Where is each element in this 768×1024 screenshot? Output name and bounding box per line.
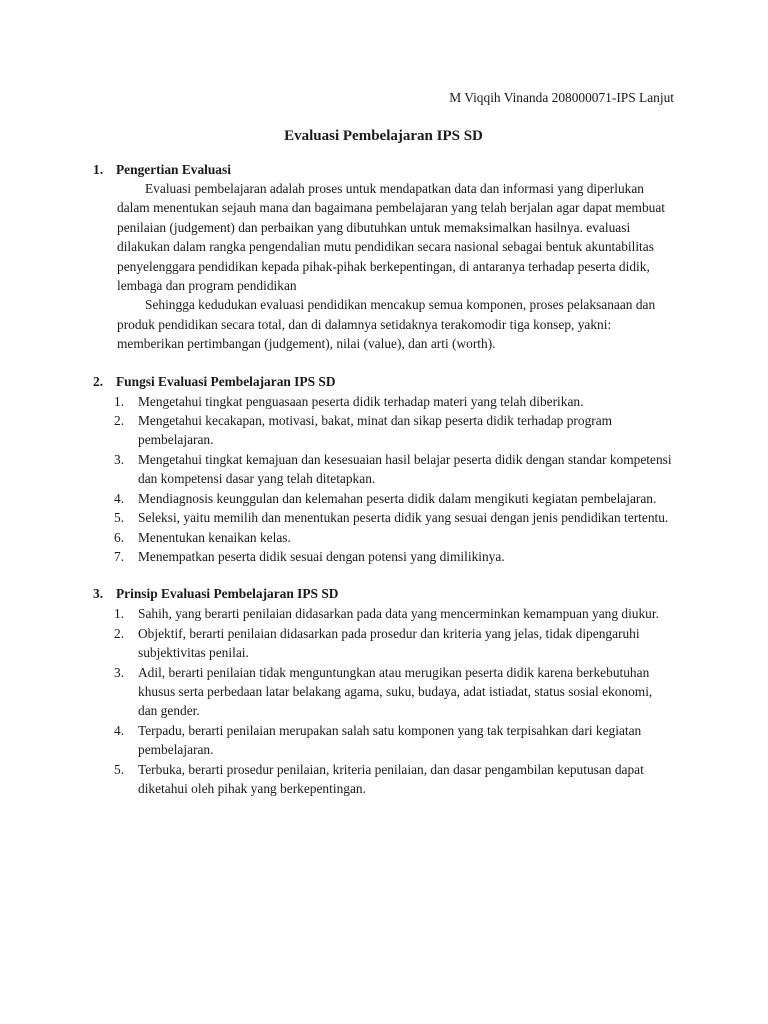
list-item-text: Objektif, berarti penilaian didasarkan pada prosedur dan kriteria yang jelas, tidak dipengaruhi subjektivitas penilai.: [138, 625, 640, 661]
section-title: Fungsi Evaluasi Pembelajaran IPS SD: [116, 373, 336, 389]
list-item: [114, 489, 674, 508]
list-item-number: 2.: [114, 413, 125, 429]
section-number: 3.: [93, 586, 104, 602]
list-item-text: Adil, berarti penilaian tidak menguntungkan atau merugikan peserta didik karena berkebutuhan khusus serta perbedaan latar belakang agama, suku, budaya, adat istiadat, status sosial ekonomi, dan gender.: [138, 664, 653, 719]
section-heading: [93, 584, 674, 603]
list-item: [114, 508, 674, 527]
list-item-number: 1.: [114, 393, 125, 409]
list-item: [114, 450, 674, 489]
section-title: Prinsip Evaluasi Pembelajaran IPS SD: [116, 586, 339, 602]
list-item: [114, 392, 674, 411]
numbered-list: [93, 604, 674, 798]
list-item-text: Mengetahui kecakapan, motivasi, bakat, minat dan sikap peserta didik terhadap program pembelajaran.: [138, 413, 613, 448]
paragraph: Evaluasi pembelajaran adalah proses untuk mendapatkan data dan informasi yang diperlukan dalam menentukan sejauh mana dan bagaimana pembelajaran yang telah berjalan agar dapat membuat penilaian (judgement) dan perbaikan yang dibutuhkan untuk memaksimalkan hasilnya. evaluasi dilakukan dalam rangka pengendalian mutu pendidikan secara nasional sebagai bentuk akuntabilitas penyelenggara pendidikan kepada pihak-pihak berkepentingan, di antaranya terhadap peserta didik, lembaga dan program pendidikan: [117, 181, 666, 294]
list-item: [114, 547, 674, 566]
section-prinsip-evaluasi: [93, 584, 674, 798]
list-item: [114, 528, 674, 547]
list-item: [114, 411, 674, 450]
section-title: Pengertian Evaluasi: [116, 162, 231, 177]
list-item: [114, 721, 674, 760]
paragraph: Sehingga kedudukan evaluasi pendidikan mencakup semua komponen, proses pelaksanaan dan produk pendidikan secara total, dan di dalamnya setidaknya terakomodir tiga konsep, yakni: memberikan pertimbangan (judgement), nilai (value), dan arti (worth).: [117, 297, 656, 352]
list-item-number: 5.: [114, 510, 125, 526]
section-pengertian-evaluasi: [93, 160, 674, 354]
list-item-number: 2.: [114, 625, 125, 641]
list-item: [114, 624, 674, 663]
section-heading: [93, 372, 674, 391]
list-item-number: 5.: [114, 761, 125, 777]
list-item-number: 3.: [114, 451, 125, 467]
list-item-number: 4.: [114, 722, 125, 738]
list-item: [114, 604, 674, 623]
list-item-number: 1.: [114, 606, 125, 622]
list-item: [114, 760, 674, 799]
list-item-text: Mendiagnosis keunggulan dan kelemahan peserta didik dalam mengikuti kegiatan pembelajaran.: [138, 490, 657, 506]
document-title: Evaluasi Pembelajaran IPS SD: [284, 128, 483, 144]
section-number: 1.: [93, 162, 104, 177]
list-item-text: Menentukan kenaikan kelas.: [138, 529, 291, 545]
list-item-text: Seleksi, yaitu memilih dan menentukan peserta didik yang sesuai dengan jenis pendidikan tertentu.: [138, 510, 669, 526]
list-item: [114, 663, 674, 721]
list-item-text: Terbuka, berarti prosedur penilaian, kriteria penilaian, dan dasar pengambilan keputusan dapat diketahui oleh pihak yang berkepentingan.: [138, 761, 644, 796]
section-number: 2.: [93, 373, 104, 389]
list-item-number: 6.: [114, 529, 125, 545]
numbered-list: [93, 392, 674, 567]
list-item-text: Menempatkan peserta didik sesuai dengan potensi yang dimilikinya.: [138, 548, 505, 564]
list-item-number: 4.: [114, 490, 125, 506]
list-item-number: 3.: [114, 664, 125, 680]
list-item-text: Mengetahui tingkat penguasaan peserta didik terhadap materi yang telah diberikan.: [138, 393, 584, 409]
list-item-number: 7.: [114, 548, 125, 564]
author-line: M Viqqih Vinanda 208000071-IPS Lanjut: [449, 90, 674, 105]
list-item-text: Mengetahui tingkat kemajuan dan kesesuaian hasil belajar peserta didik dengan standar kompetensi dan kompetensi dasar yang telah ditetapkan.: [138, 451, 672, 487]
section-fungsi-evaluasi: [93, 372, 674, 567]
list-item-text: Sahih, yang berarti penilaian didasarkan pada data yang mencerminkan kemampuan yang diukur.: [138, 606, 659, 622]
list-item-text: Terpadu, berarti penilaian merupakan salah satu komponen yang tak terpisahkan dari kegiatan pembelajaran.: [138, 722, 642, 758]
section-heading: [93, 160, 674, 179]
